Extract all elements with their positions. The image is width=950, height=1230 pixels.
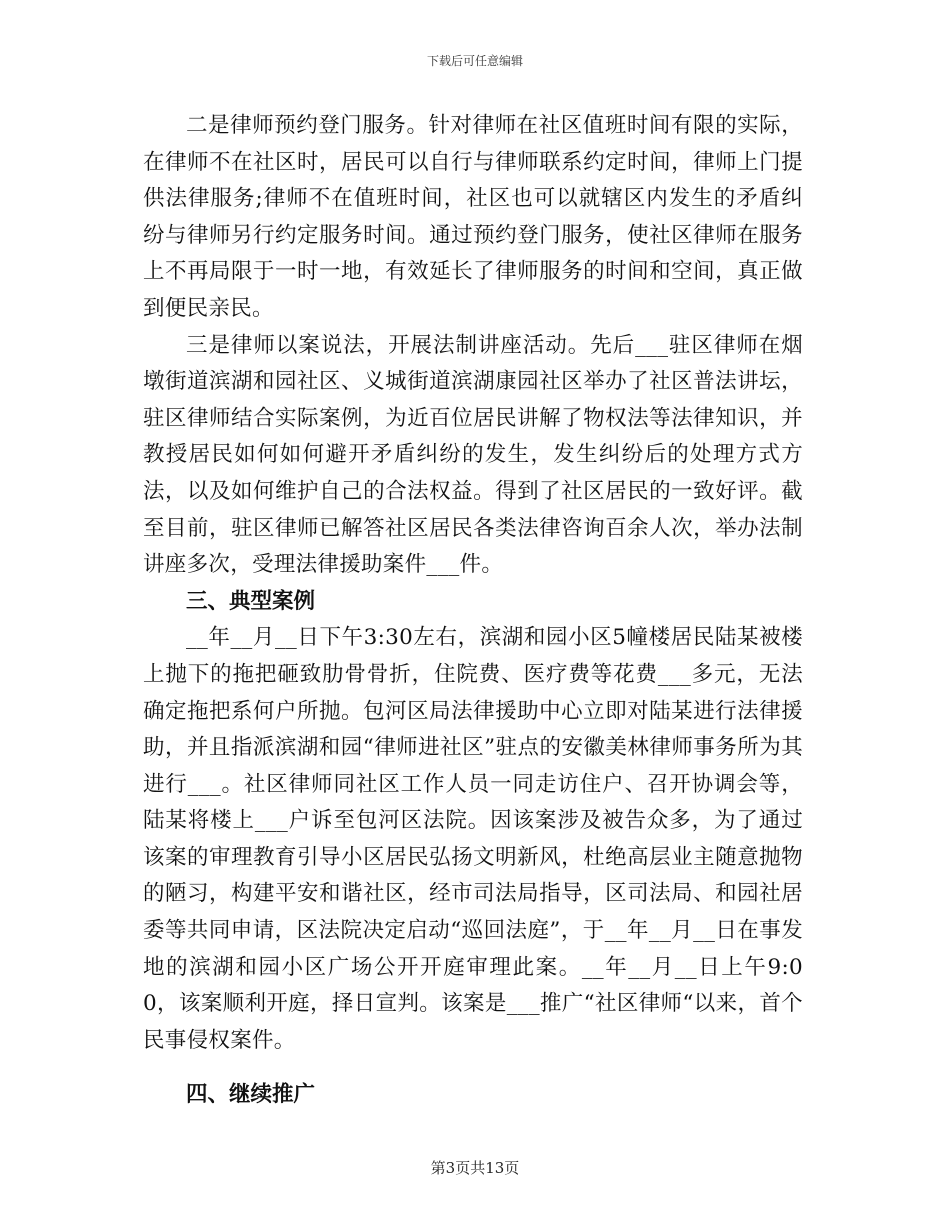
section-heading-continue-promotion: 四、继续推广 — [186, 1082, 316, 1107]
paragraph-legal-lectures: 三是律师以案说法，开展法制讲座活动。先后___驻区律师在烟墩街道滨湖和园社区、义城街道滨湖康园社区举办了社区普法讲坛，驻区律师结合实际案例，为近百位居民讲解了物权法等法律知识，并教授居民如何如何避开矛盾纠纷的发生，发生纠纷后的处理方式方法，以及如何维护自己的合法权益。得到了社区居民的一致好评。截至目前，驻区律师已解答社区居民各类法律咨询百余人次，举办法制讲座多次，受理法律援助案件___件。 — [143, 332, 803, 578]
paragraph-lawyer-appointment: 二是律师预约登门服务。针对律师在社区值班时间有限的实际，在律师不在社区时，居民可以自行与律师联系约定时间，律师上门提供法律服务;律师不在值班时间，社区也可以就辖区内发生的矛盾纠纷与律师另行约定服务时间。通过预约登门服务，使社区律师在服务上不再局限于一时一地，有效延长了律师服务的时间和空间，真正做到便民亲民。 — [143, 113, 803, 321]
document-body — [143, 108, 803, 1059]
page-header: 下载后可任意编辑 — [426, 54, 523, 68]
page-number-footer: 第3页共13页 — [430, 1159, 520, 1177]
section-heading-typical-case: 三、典型案例 — [186, 588, 316, 614]
paragraph-typical-case: __年__月__日下午3:30左右，滨湖和园小区5幢楼居民陆某被楼上抛下的拖把砸致肋骨骨折，住院费、医疗费等花费___多元，无法确定拖把系何户所抛。包河区局法律援助中心立即对陆某进行法律援助，并且指派滨湖和园“律师进社区”驻点的安徽美林律师事务所为其进行___。社区律师同社区工作人员一同走访住户、召开协调会等，陆某将楼上___户诉至包河区法院。因该案涉及被告众多，为了通过该案的审理教育引导小区居民弘扬文明新风，杜绝高层业主随意抛物的陋习，构建平安和谐社区，经市司法局指导，区司法局、和园社居委等共同申请，区法院决定启动“巡回法庭”，于__年__月__日在事发地的滨湖和园小区广场公开开庭审理此案。__年__月__日上午9:00，该案顺利开庭，择日宣判。该案是___推广“社区律师“以来，首个民事侵权案件。 — [143, 625, 803, 1053]
